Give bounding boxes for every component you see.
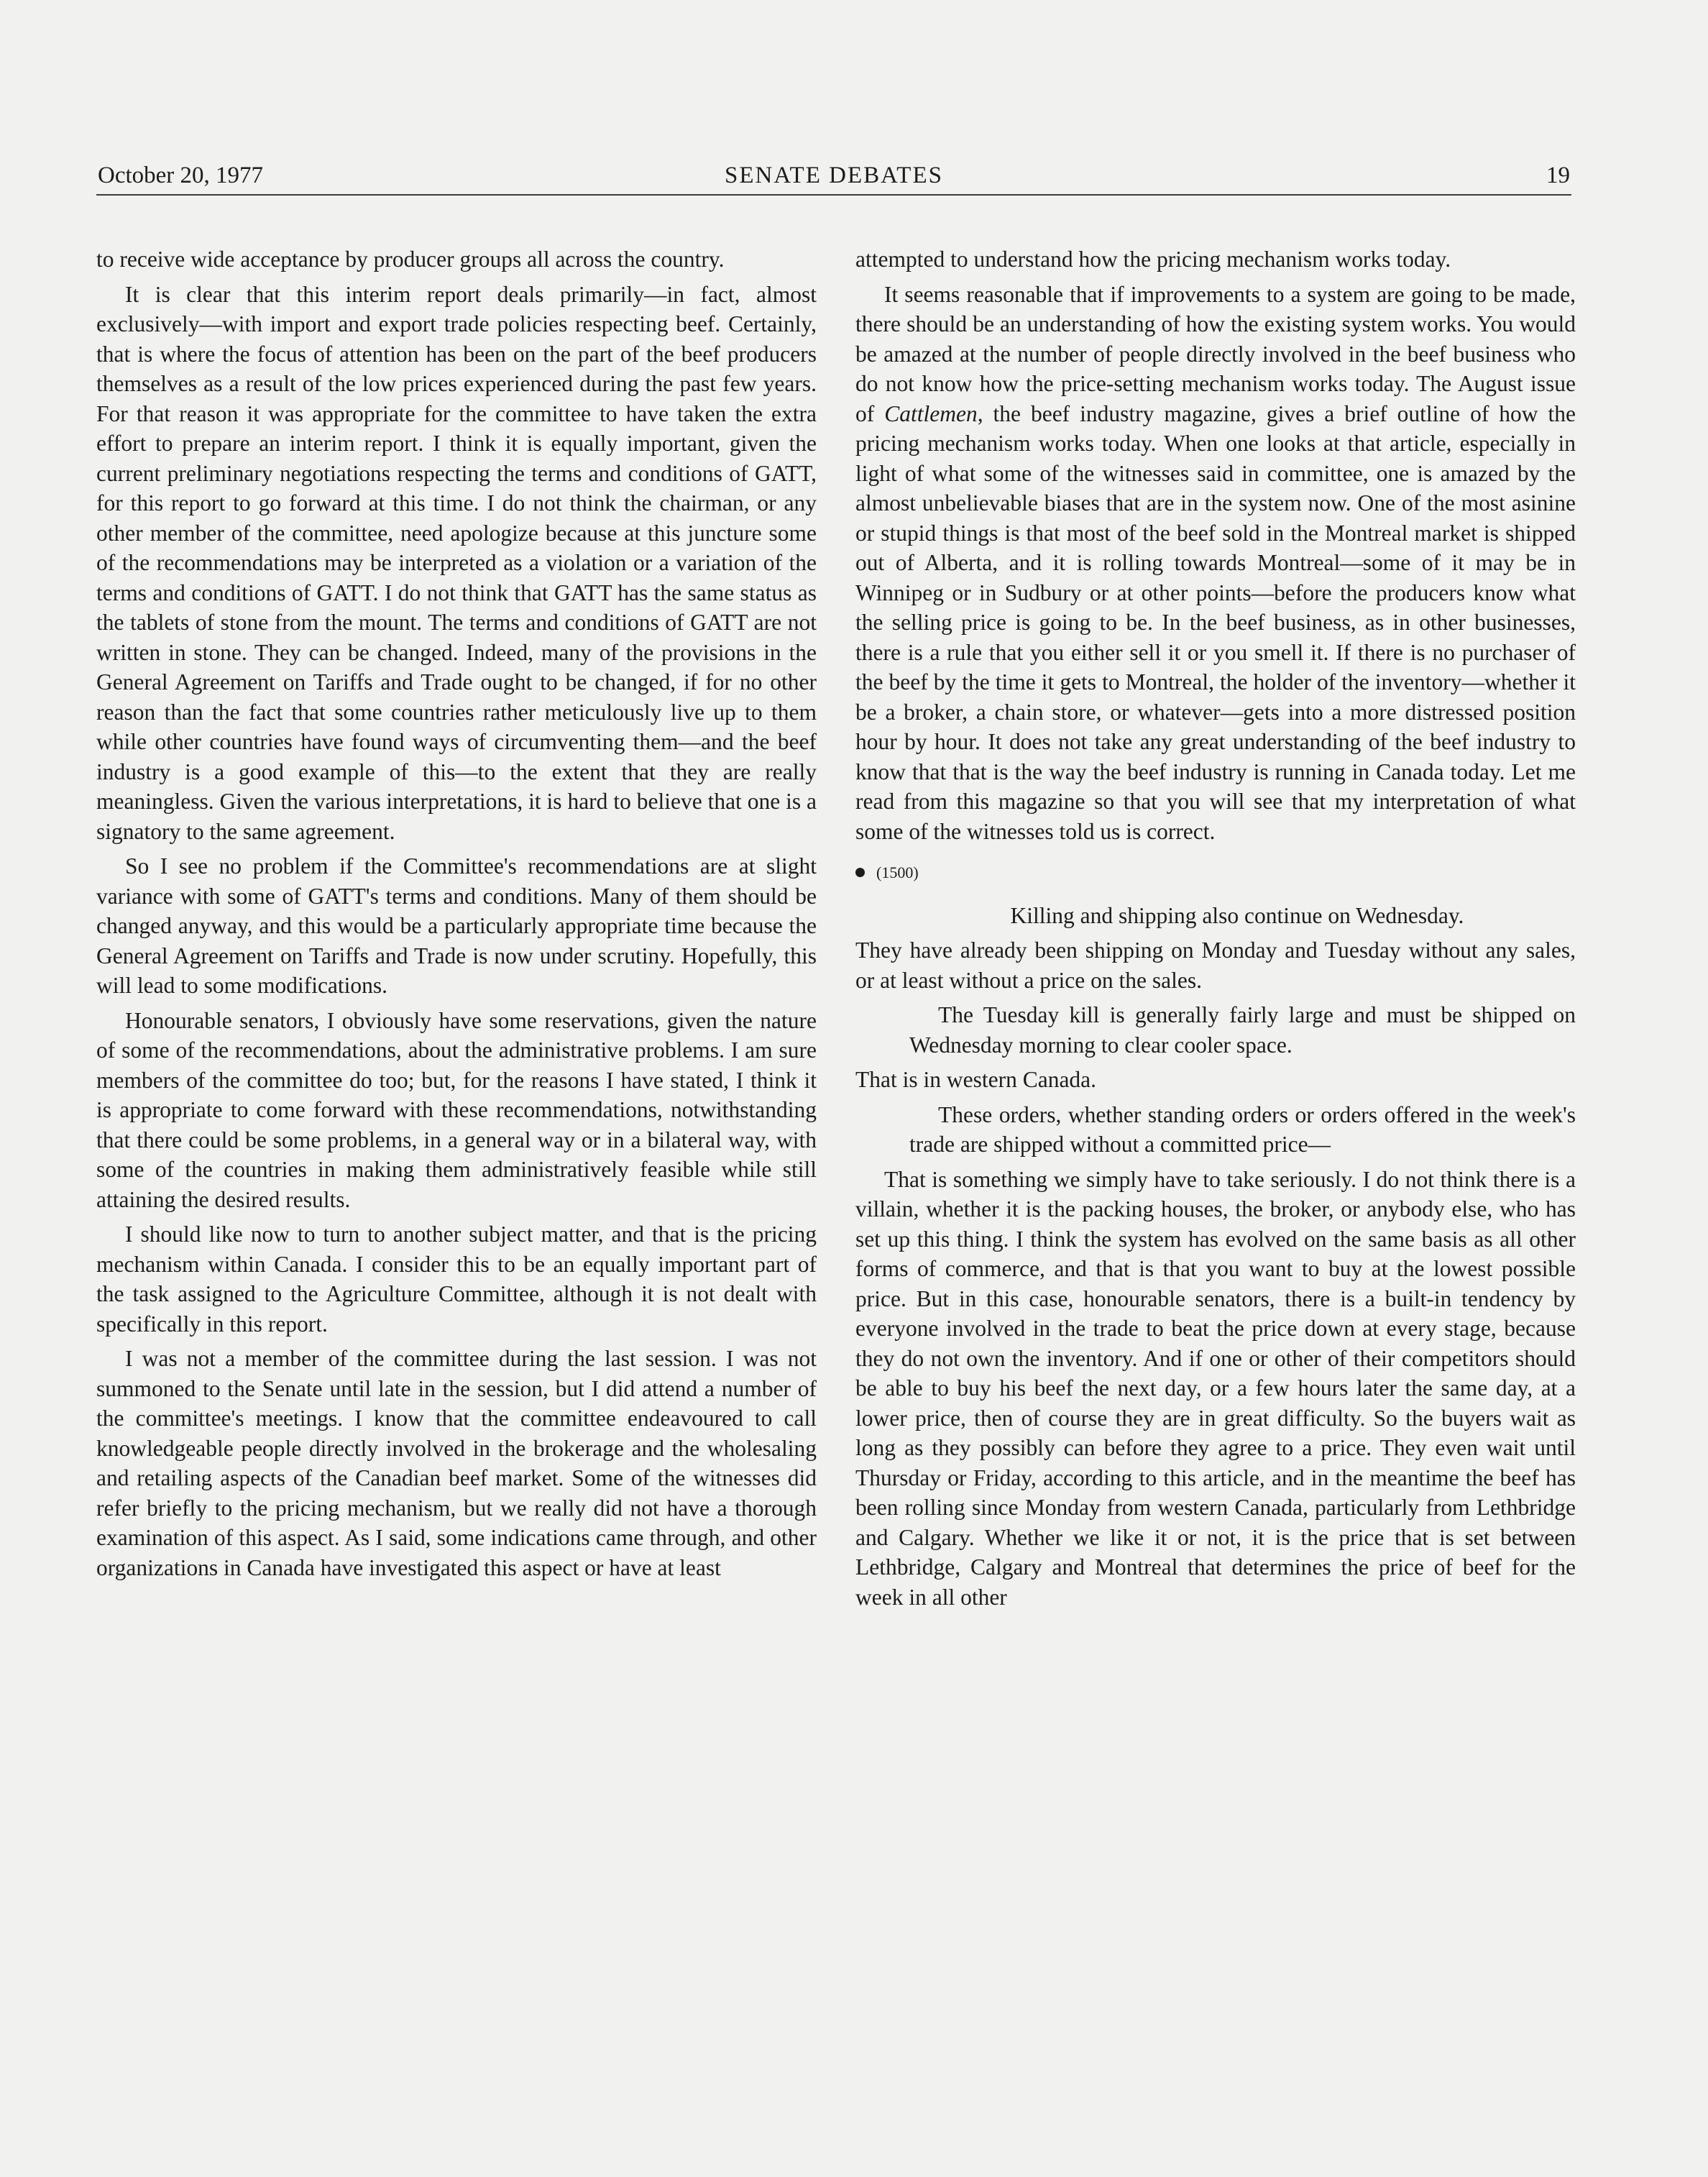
right-paragraph-3: They have already been shipping on Monday and Tuesday without any sales, or at least without a price on the sales. bbox=[855, 938, 1576, 993]
right-column bbox=[855, 244, 1576, 1617]
right-paragraph-1: attempted to understand how the pricing mechanism works today. bbox=[855, 247, 1451, 272]
header-date: October 20, 1977 bbox=[98, 162, 264, 188]
page-header bbox=[96, 161, 1571, 196]
left-column bbox=[96, 244, 817, 1587]
left-paragraph-5: I should like now to turn to another subject matter, and that is the pricing mechanism within Canada. I consider this to be an equally important part of the task assigned to the Agriculture Committee, although it is not dealt with specifically in this report. bbox=[96, 1222, 817, 1337]
page-number: 19 bbox=[1546, 162, 1570, 188]
bullet-icon bbox=[855, 868, 865, 877]
quote-1: Killing and shipping also continue on Wednesday. bbox=[1010, 902, 1464, 928]
header-title: SENATE DEBATES bbox=[725, 162, 943, 188]
quote-2: The Tuesday kill is generally fairly large and must be shipped on Wednesday morning to clear cooler space. bbox=[909, 1002, 1576, 1058]
time-marker bbox=[855, 858, 1576, 888]
quote-3: These orders, whether standing orders or orders offered in the week's trade are shipped without a committed price— bbox=[909, 1101, 1576, 1157]
left-paragraph-3: So I see no problem if the Committee's recommendations are at slight variance with some of GATT's terms and conditions. Many of them should be changed anyway, and this would be a particularly appropriate time because the General Agreement on Tariffs and Trade is now under scrutiny. Hopefully, this will lead to some modifications. bbox=[96, 853, 817, 998]
left-paragraph-1: to receive wide acceptance by producer groups all across the country. bbox=[96, 247, 725, 272]
magazine-title: Cattlemen bbox=[884, 400, 978, 426]
left-paragraph-2: It is clear that this interim report deals primarily—in fact, almost exclusively—with import and export trade policies respecting beef. Certainly, that is where the focus of attention has been on the part of the beef producers themselves as a result of the low prices experienced during the past few years. For that reason it was appropriate for the committee to have taken the extra effort to prepare an interim report. I think it is equally important, given the current preliminary negotiations respecting the terms and conditions of GATT, for this report to go forward at this time. I do not think the chairman, or any other member of the committee, need apologize because at this juncture some of the recommendations may be interpreted as a violation or a variation of the terms and conditions of GATT. I do not think that GATT has the same status as the tablets of stone from the mount. The terms and conditions of GATT are not written in stone. They can be changed. Indeed, many of the provisions in the General Agreement on Tariffs and Trade ought to be changed, if for no other reason than the fact that some countries rather meticulously live up to them while other countries have found ways of circumventing them—and the beef industry is a good example of this—to the extent that they are really meaningless. Given the various interpretations, it is hard to believe that one is a signatory to the same agreement. bbox=[96, 281, 817, 844]
right-paragraph-5: That is something we simply have to take seriously. I do not think there is a villain, whether it is the packing houses, the broker, or anybody else, who has set up this thing. I think the system has evolved on the same basis as all other forms of commerce, and that is that you want to buy at the lowest possible price. But in this case, honourable senators, there is a built-in tendency by everyone involved in the trade to beat the price down at every stage, because they do not own the inventory. And if one or other of their competitors should be able to buy his beef the next day, or a few hours later the same day, at a lower price, then of course they are in great difficulty. So the buyers wait as long as they possibly can before they agree to a price. They even wait until Thursday or Friday, according to this article, and in the meantime the beef has been rolling since Monday from western Canada, particularly from Lethbridge and Calgary. Whether we like it or not, it is the price that is set between Lethbridge, Calgary and Montreal that determines the price of beef for the week in all other bbox=[855, 1166, 1576, 1610]
right-paragraph-2-start: It seems reasonable that if improvements to a system are going to be made, there should be an understanding of how the existing system works. You would be amazed at the number of people directly involved in the beef business who do not know how the price-setting mechanism works today. The August issue of bbox=[855, 281, 1576, 426]
right-paragraph-2-end: , the beef industry magazine, gives a brief outline of how the pricing mechanism works today. When one looks at that article, especially in light of what some of the witnesses said in committee, one is amazed by the almost unbelievable biases that are in the system now. One of the most asinine or stupid things is that most of the beef sold in the Montreal market is shipped out of Alberta, and it is rolling towards Montreal—some of it may be in Winnipeg or in Sudbury or at other points—before the producers know what the selling price is going to be. In the beef business, as in other businesses, there is a rule that you either sell it or you smell it. If there is no purchaser of the beef by the time it gets to Montreal, the holder of the inventory—whether it be a broker, a chain store, or whatever—gets into a more distressed position hour by hour. It does not take any great understanding of the beef industry to know that that is the way the beef industry is running in Canada today. Let me read from this magazine so that you will see that my interpretation of what some of the witnesses told us is correct. bbox=[855, 400, 1576, 844]
time-marker-label: (1500) bbox=[876, 863, 919, 881]
left-paragraph-6: I was not a member of the committee during the last session. I was not summoned to the Senate until late in the session, but I did attend a number of the committee's meetings. I know that the committee endeavoured to call knowledgeable people directly involved in the brokerage and the wholesaling and retailing aspects of the Canadian beef market. Some of the witnesses did refer briefly to the pricing mechanism, but we really did not have a thorough examination of this aspect. As I said, some indications came through, and other organizations in Canada have investigated this aspect or have at least bbox=[96, 1346, 817, 1580]
right-paragraph-2 bbox=[855, 280, 1576, 847]
left-paragraph-4: Honourable senators, I obviously have some reservations, given the nature of some of the recommendations, about the administrative problems. I am sure members of the committee do too; but, for the reasons I have stated, I think it is appropriate to come forward with these recommendations, notwithstanding that there could be some problems, in a general way or in a bilateral way, with some of the countries in making them administratively feasible while still attaining the desired results. bbox=[96, 1007, 817, 1212]
right-paragraph-4: That is in western Canada. bbox=[855, 1067, 1097, 1092]
